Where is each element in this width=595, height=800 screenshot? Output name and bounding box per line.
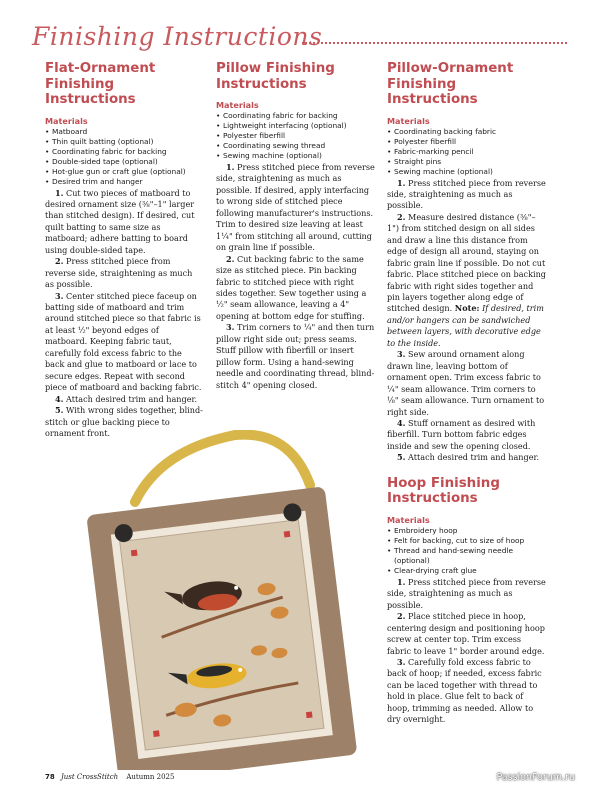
list-item: • Coordinating sewing thread [216,141,376,151]
step-number: 1. [397,576,406,587]
step-text: Press stitched piece from reverse side, straightening as much as possible. If desired, apply interfacing to wrong side of stitched piece following manufacturer's instructions. Trim to desired size leaving at least 1¼" from stitching all around, cutting on grain line if possible. [216,162,375,253]
step-text: With wrong sides together, blind-stitch or glue backing piece to ornament front. [45,405,203,439]
step-number: 5. [397,452,406,463]
list-item: • Clear-drying craft glue [387,566,547,576]
step-number: 3. [55,290,64,301]
list-item: • Coordinating fabric for backing [45,147,203,157]
pillow-materials-list [216,111,376,161]
hoop-materials-list [387,526,547,576]
page-title: Finishing Instructions [32,22,323,51]
list-item: • Hot-glue gun or craft glue (optional) [45,167,203,177]
page-footer [45,773,174,781]
step-text: Measure desired distance (⅜"–1") from stitched design on all sides and draw a line this distance from edge of design all around, staying on fabric grain line if possible. Do not cut fabric. Place stitched piece on backing fabric with right sides together and pin layers together along edge of stitched design. [387,211,546,314]
step [45,256,203,290]
list-item: • Desired trim and hanger [45,177,203,187]
step [45,394,203,405]
step-text: Cut two pieces of matboard to desired ornament size (⅜"–1" larger than stitched design). If desired, cut quilt batting to same size as matboard; adhere batting to board using double-sided tape. [45,187,195,255]
magazine-name: Just CrossStitch [60,773,119,781]
step-text: Center stitched piece faceup on batting side of matboard and trim around stitched piece so that fabric is at least ½" beyond edges of matboard. Keeping fabric taut, carefully fold excess fabric to the back and glue to matboard or lace to secure edges. Repeat with second piece of matboard and backing fabric. [45,290,202,393]
step-number: 5. [55,405,64,416]
step [387,212,547,349]
step-text: Press stitched piece from reverse side, straightening as much as possible. [45,256,193,290]
pillow-ornament-section [387,61,547,464]
step [387,611,547,657]
list-item: • Matboard [45,127,203,137]
step-number: 2. [226,253,235,264]
list-item: • Embroidery hoop [387,526,547,536]
list-item: • Sewing machine (optional) [387,167,547,177]
list-item: • Polyester fiberfill [387,137,547,147]
step-text: Attach desired trim and hanger. [408,452,540,463]
step-text: Place stitched piece in hoop, centering design and positioning hoop screw at center top. Trim excess fabric to leave 1" border around edge. [387,611,545,656]
pillow-section [216,61,376,391]
list-item: • Sewing machine (optional) [216,151,376,161]
step-number: 4. [55,393,64,404]
step [45,291,203,394]
step-number: 3. [226,322,235,333]
step-number: 3. [397,349,406,360]
list-item: • Thin quilt batting (optional) [45,137,203,147]
step [387,577,547,611]
note-label: Note: [454,303,480,314]
pillow-ornament-materials-label: Materials [387,115,430,126]
ornament-photo [40,430,390,770]
list-item: • Felt for backing, cut to size of hoop [387,536,547,546]
flat-materials-list [45,127,203,187]
step-text: Press stitched piece from reverse side, straightening as much as possible. [387,177,546,211]
step-text: Carefully fold excess fabric to back of hoop; if needed, excess fabric can be laced together with thread to hold in place. Glue felt to back of hoop, trimming as needed. Allow to dry overnight. [387,657,542,725]
hoop-section [387,476,547,726]
right-column [387,61,547,726]
issue-date: Autumn 2025 [126,773,175,781]
step [216,254,376,323]
step-text: Press stitched piece from reverse side, straightening as much as possible. [387,576,546,610]
watermark: PassionForum.ru [496,772,575,783]
list-item: • Lightweight interfacing (optional) [216,121,376,131]
pillow-title: Pillow Finishing Instructions [216,61,335,92]
list-item: • Straight pins [387,157,547,167]
pillow-ornament-materials-list [387,127,547,177]
list-item: • Coordinating backing fabric [387,127,547,137]
ornament-body [86,486,357,770]
step [45,188,203,257]
step-text: Stuff ornament as desired with fiberfill. Turn bottom fabric edges inside and sew the opening closed. [387,418,536,451]
step-number: 1. [226,162,235,172]
step-text: Trim corners to ¼" and then turn pillow right side out; press seams. Stuff pillow with fiberfill or insert pillow form. Using a hand-sewing needle and coordinating thread, blind-stitch 4" opening closed. [216,322,375,390]
step-number: 3. [397,657,406,667]
step [216,162,376,254]
list-item: • Fabric-marking pencil [387,147,547,157]
step [216,322,376,391]
page-number: 78 [45,773,55,781]
list-item: • Double-sided tape (optional) [45,157,203,167]
step-number: 2. [397,211,406,222]
flat-ornament-title: Flat-Ornament Finishing Instructions [45,61,156,107]
hoop-materials-label: Materials [387,514,430,525]
flat-materials-label: Materials [45,115,88,126]
step-text: Cut backing fabric to the same size as stitched piece. Pin backing fabric to stitched piece with right sides together. Sew together using a ½" seam allowance, leaving a 4" opening at bottom edge for stuffing. [216,253,367,321]
list-item: • Coordinating fabric for backing [216,111,376,121]
step [387,657,547,726]
step [387,452,547,463]
step-text: Attach desired trim and hanger. [66,393,198,404]
pillow-materials-label: Materials [216,100,259,110]
list-item: • Thread and hand-sewing needle (optional) [387,546,547,566]
page-header [32,22,567,56]
step [387,418,547,452]
hoop-title: Hoop Finishing Instructions [387,475,500,507]
step-number: 2. [55,256,64,267]
step [387,178,547,212]
step-number: 4. [397,418,406,429]
step [387,349,547,418]
step-number: 2. [397,611,406,622]
note-text: If desired, trim and/or hangers can be sandwiched between layers, with decorative edge to the inside. [387,303,544,348]
flat-ornament-section [45,61,203,439]
list-item: • Polyester fiberfill [216,131,376,141]
pillow-ornament-title: Pillow-Ornament Finishing Instructions [387,61,514,107]
step-text: Sew around ornament along drawn line, leaving bottom of ornament open. Trim excess fabric to ¼" seam allowance. Trim corners to ⅛" seam allowance. Turn ornament to right side. [387,349,545,417]
step-number: 1. [55,187,64,198]
step-number: 1. [397,177,406,188]
dotted-rule [302,42,567,44]
